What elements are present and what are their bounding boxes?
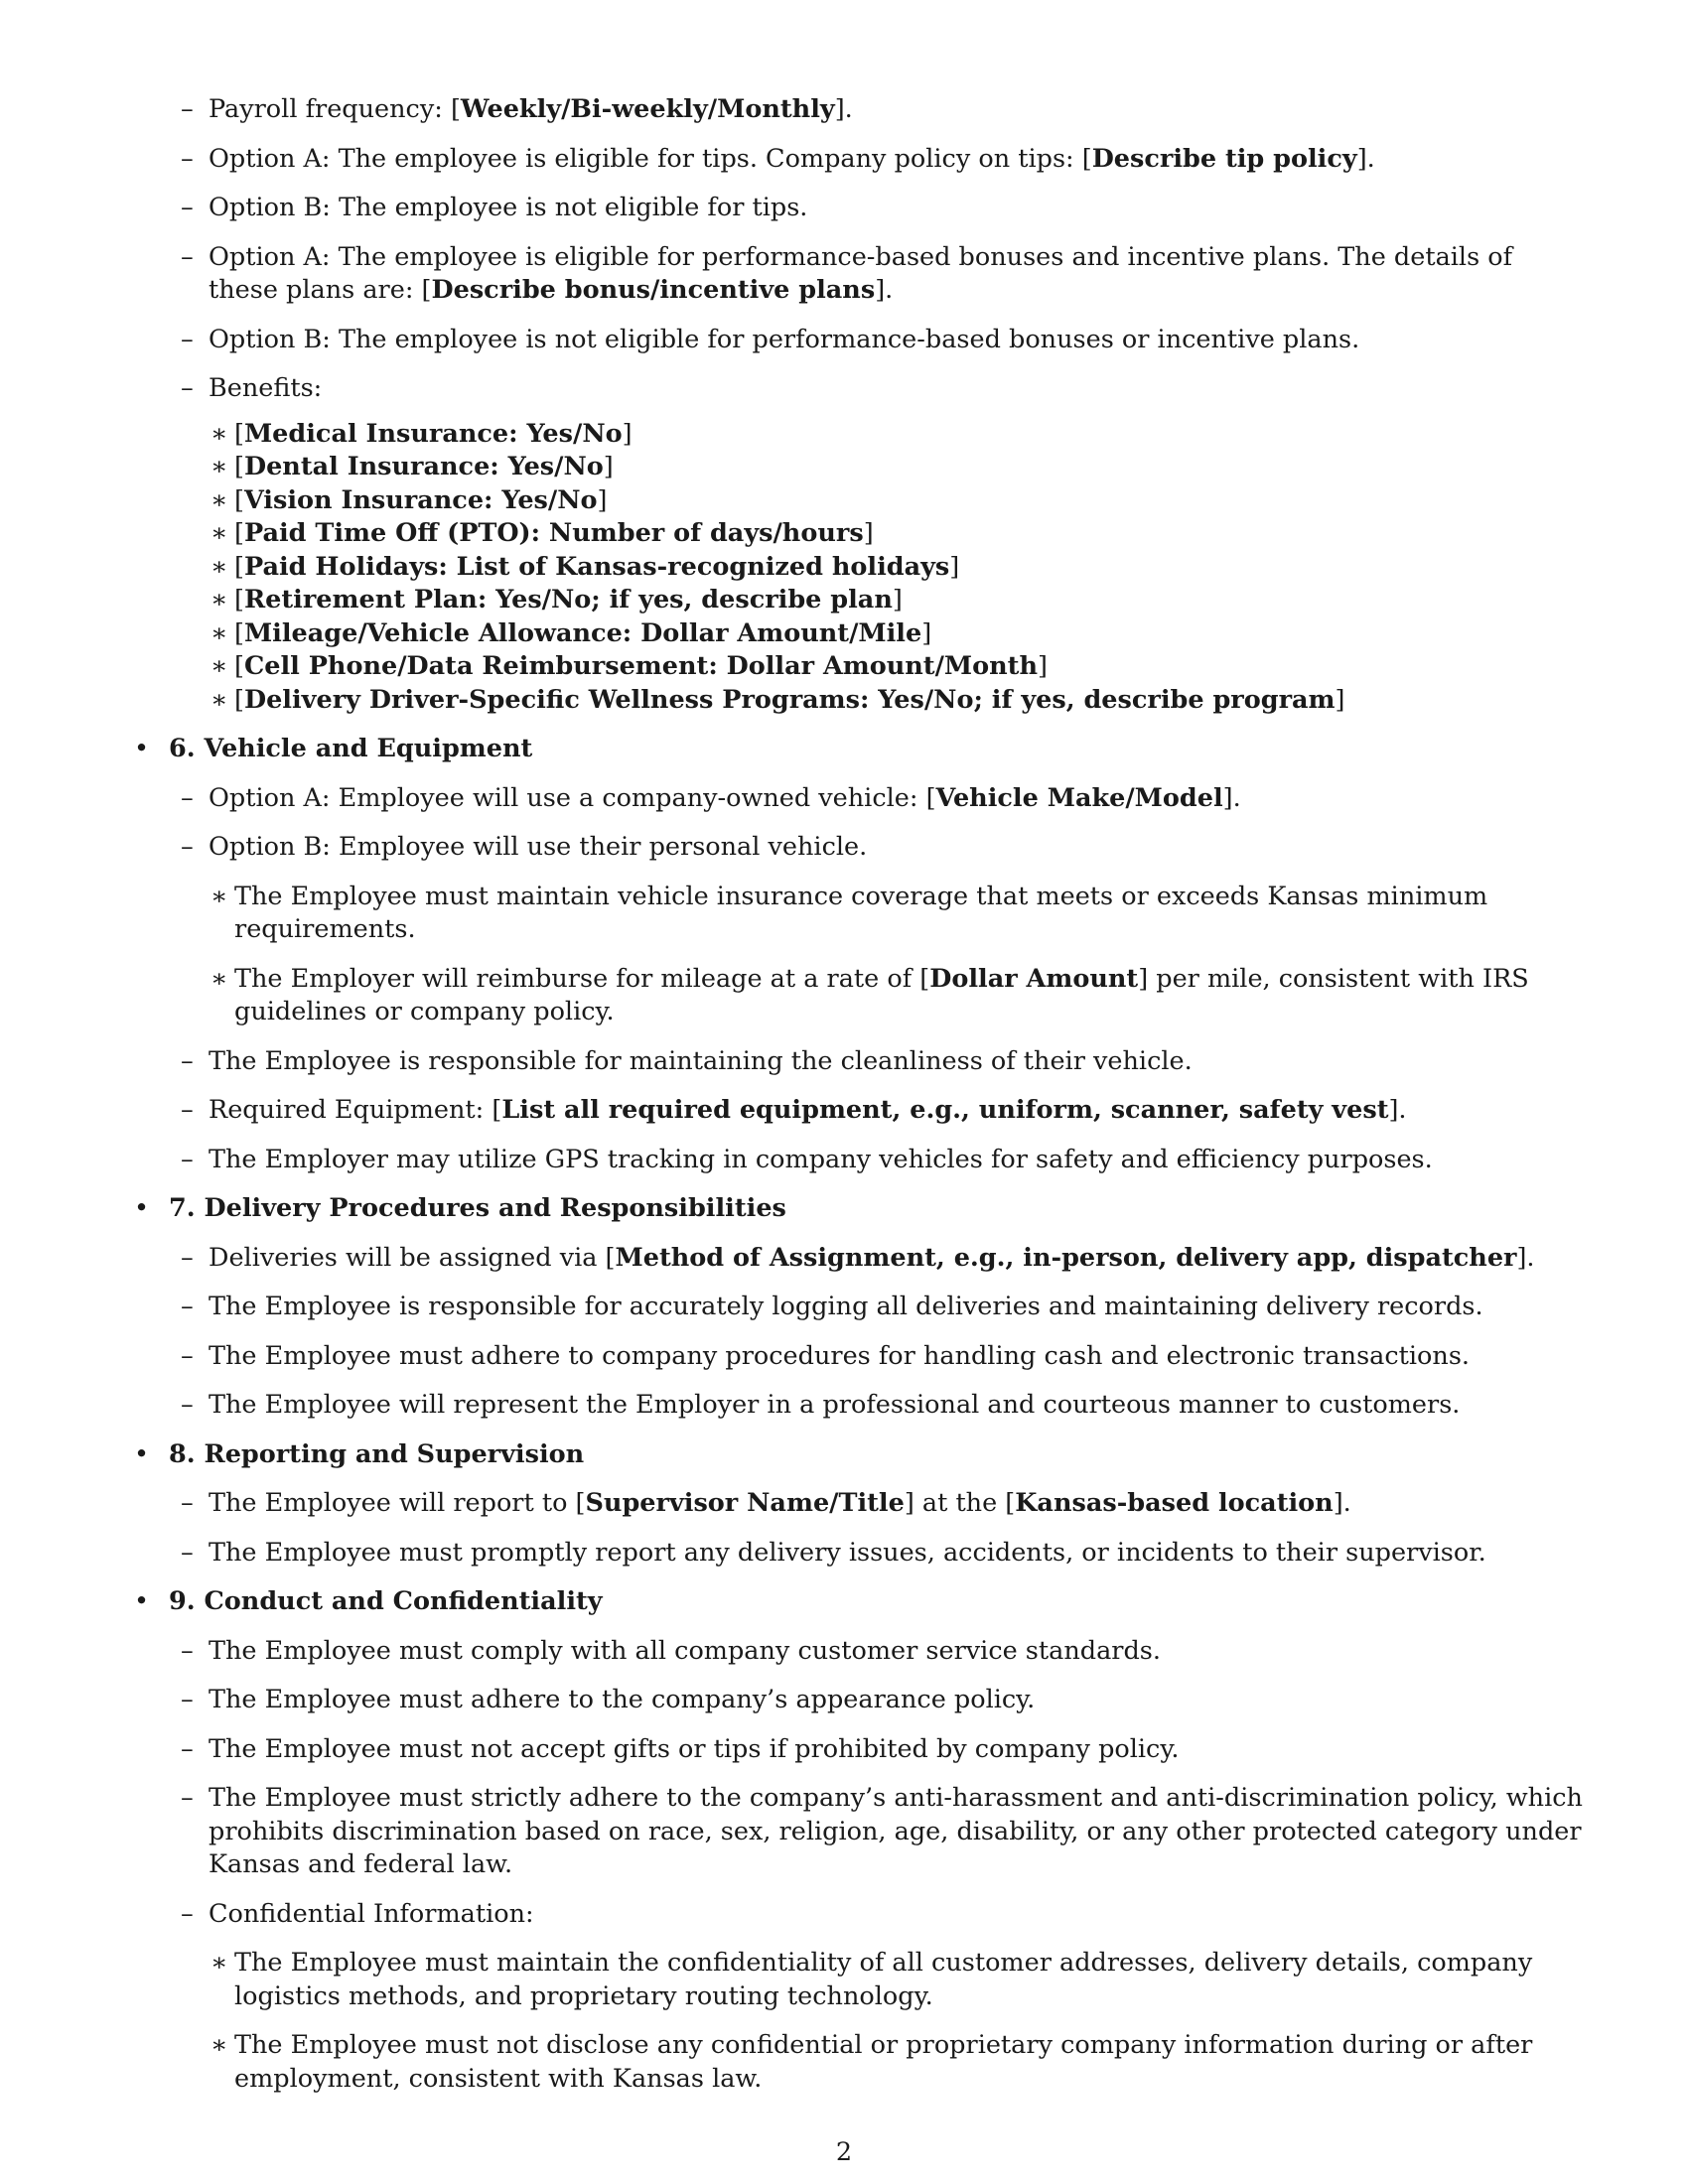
list-item: – Option B: Employee will use their personal vehicle. ∗ The Employee must maintain vehicle insurance coverage that meets or exceeds Kansas minimum requirements. ∗ The Employer will reimburse for mileage at a rate of [Dollar Amount] per mile, consistent with IRS guidelines or company policy.	[169, 831, 1589, 1029]
list-item: – Option A: The employee is eligible for performance-based bonuses and incentive plans. The details of these plans are: [Describe bonus/incentive plans].	[169, 241, 1589, 308]
list-item: – Option A: The employee is eligible for tips. Company policy on tips: [Describe tip policy].	[169, 143, 1589, 177]
section-items	[169, 1242, 1589, 1423]
section-items	[169, 1635, 1589, 2097]
benefit-item: ∗ [Mileage/Vehicle Allowance: Dollar Amount/Mile]	[209, 617, 1589, 651]
section-heading: • 9. Conduct and Confidentiality	[169, 1586, 603, 1616]
section-delivery-procedures	[129, 1192, 1589, 1423]
section-heading: • 7. Delivery Procedures and Responsibilities	[169, 1193, 786, 1223]
benefit-item: ∗ [Paid Time Off (PTO): Number of days/hours]	[209, 517, 1589, 551]
page-number: 2	[835, 2137, 853, 2167]
benefits-list	[209, 418, 1589, 718]
list-item: – The Employee must not accept gifts or tips if prohibited by company policy.	[169, 1733, 1589, 1767]
list-item: – The Employee is responsible for maintaining the cleanliness of their vehicle.	[169, 1045, 1589, 1079]
list-item: – Option B: The employee is not eligible for performance-based bonuses or incentive plans.	[169, 324, 1589, 357]
compensation-list	[169, 93, 1589, 717]
list-item: – The Employee must adhere to the company’s appearance policy.	[169, 1684, 1589, 1717]
document-body	[129, 93, 1589, 2112]
sub-item: ∗ The Employer will reimburse for mileage at a rate of [Dollar Amount] per mile, consistent with IRS guidelines or company policy.	[209, 963, 1589, 1029]
sub-item: ∗ The Employee must maintain vehicle insurance coverage that meets or exceeds Kansas minimum requirements.	[209, 881, 1589, 947]
list-item: – Benefits: ∗ [Medical Insurance: Yes/No] ∗ [Dental Insurance: Yes/No] ∗ [Vision Insurance: Yes/No] ∗ [Paid Time Off (PTO): Number of days/hours] ∗ [Paid Holidays: List of Kansas-recognized holidays] ∗ [Retirement Plan: Yes/No; if yes, describe plan] ∗ [Mileage/Vehicle Allowance: Dollar Amount/Mile] ∗ [Cell Phone/Data Reimbursement: Dollar Amount/Month] ∗ [Delivery Driver-Specific Wellness Programs: Yes/No; if yes, describe program]	[169, 372, 1589, 717]
list-item: – The Employee will represent the Employer in a professional and courteous manner to customers.	[169, 1389, 1589, 1423]
list-item: – The Employee must promptly report any delivery issues, accidents, or incidents to their supervisor.	[169, 1537, 1589, 1570]
list-item: – The Employee must strictly adhere to the company’s anti-harassment and anti-discrimination policy, which prohibits discrimination based on race, sex, religion, age, disability, or any other protected category under Kansas and federal law.	[169, 1782, 1589, 1882]
list-item: – Required Equipment: [List all required equipment, e.g., uniform, scanner, safety vest].	[169, 1094, 1589, 1128]
benefit-item: ∗ [Vision Insurance: Yes/No]	[209, 484, 1589, 518]
section-reporting-supervision	[129, 1438, 1589, 1570]
list-item: – The Employee must comply with all company customer service standards.	[169, 1635, 1589, 1669]
section-heading: • 6. Vehicle and Equipment	[169, 734, 533, 763]
section-vehicle-equipment	[129, 733, 1589, 1176]
list-item: – The Employer may utilize GPS tracking in company vehicles for safety and efficiency purposes.	[169, 1144, 1589, 1177]
sub-item: ∗ The Employee must maintain the confidentiality of all customer addresses, delivery details, company logistics methods, and proprietary routing technology.	[209, 1947, 1589, 2013]
section-items	[169, 1487, 1589, 1570]
sub-item: ∗ The Employee must not disclose any confidential or proprietary company information during or after employment, consistent with Kansas law.	[209, 2029, 1589, 2096]
sections-list	[129, 733, 1589, 2096]
list-item: – The Employee is responsible for accurately logging all deliveries and maintaining delivery records.	[169, 1291, 1589, 1324]
sub-list	[209, 1947, 1589, 2096]
list-item: – Confidential Information: ∗ The Employee must maintain the confidentiality of all customer addresses, delivery details, company logistics methods, and proprietary routing technology. ∗ The Employee must not disclose any confidential or proprietary company information during or after employment, consistent with Kansas law.	[169, 1898, 1589, 2097]
section-heading: • 8. Reporting and Supervision	[169, 1438, 585, 1469]
list-item: – Option B: The employee is not eligible for tips.	[169, 192, 1589, 225]
list-item: – Payroll frequency: [Weekly/Bi-weekly/Monthly].	[169, 93, 1589, 127]
benefit-item: ∗ [Dental Insurance: Yes/No]	[209, 451, 1589, 484]
section-items	[169, 782, 1589, 1177]
benefit-item: ∗ [Cell Phone/Data Reimbursement: Dollar Amount/Month]	[209, 650, 1589, 684]
list-item: – The Employee will report to [Supervisor Name/Title] at the [Kansas-based location].	[169, 1487, 1589, 1521]
list-item: – The Employee must adhere to company procedures for handling cash and electronic transactions.	[169, 1340, 1589, 1374]
benefit-item: ∗ [Medical Insurance: Yes/No]	[209, 418, 1589, 452]
benefit-item: ∗ [Retirement Plan: Yes/No; if yes, describe plan]	[209, 584, 1589, 617]
benefit-item: ∗ [Paid Holidays: List of Kansas-recognized holidays]	[209, 551, 1589, 585]
list-item: – Option A: Employee will use a company-owned vehicle: [Vehicle Make/Model].	[169, 782, 1589, 816]
list-item: – Deliveries will be assigned via [Method of Assignment, e.g., in-person, delivery app, dispatcher].	[169, 1242, 1589, 1276]
section-conduct-confidentiality	[129, 1585, 1589, 2096]
benefit-item: ∗ [Delivery Driver-Specific Wellness Programs: Yes/No; if yes, describe program]	[209, 684, 1589, 718]
sub-list	[209, 881, 1589, 1029]
